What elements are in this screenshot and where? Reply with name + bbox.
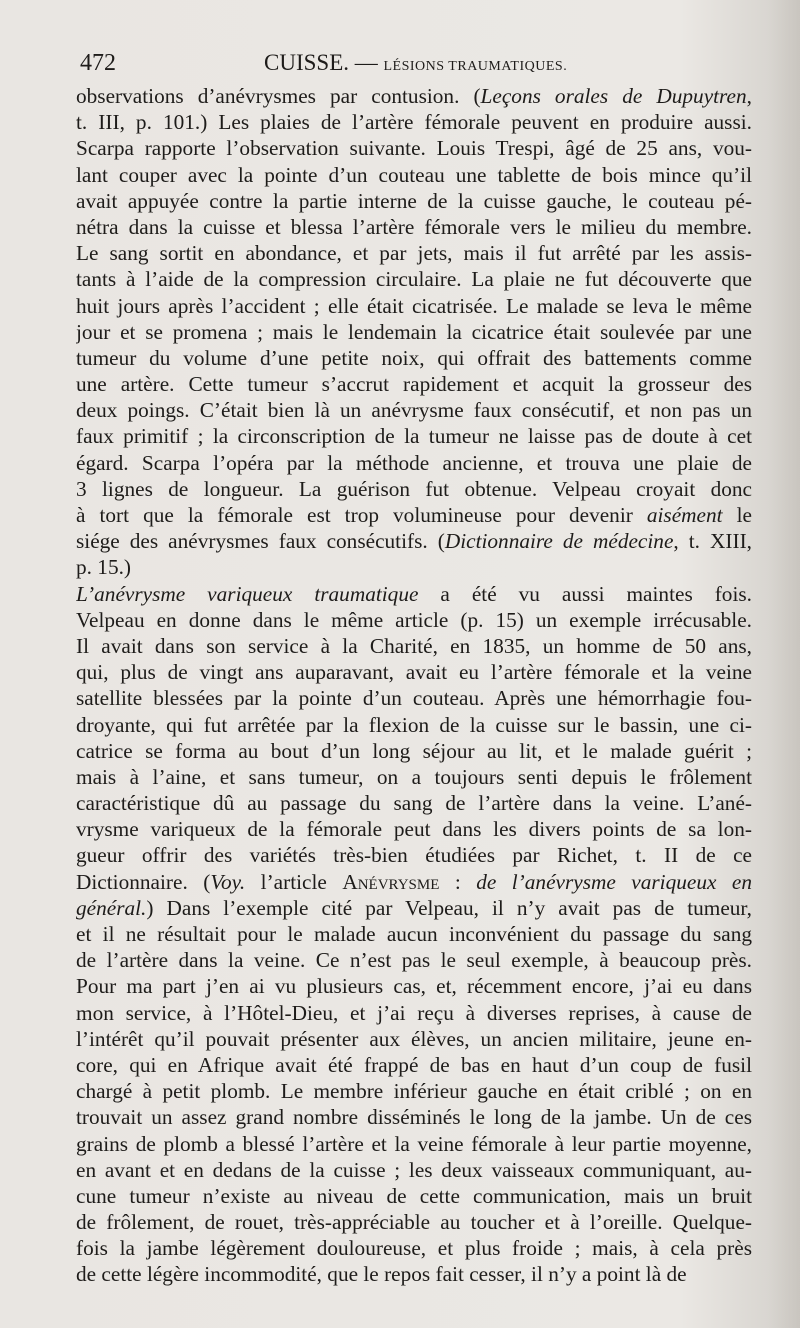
text-line: égard. Scarpa l’opéra par la méthode ancienne, et trouva une plaie de xyxy=(76,450,752,475)
text-line: mais à l’aine, et sans tumeur, on a toujours senti depuis le frôlement xyxy=(76,764,752,789)
page-number: 472 xyxy=(80,50,116,76)
text-line: avait appuyée contre la partie interne de la cuisse gauche, le couteau pé- xyxy=(76,188,752,213)
text-line: lant couper avec la pointe d’un couteau une tablette de bois mince qu’il xyxy=(76,162,752,187)
text-line: Pour ma part j’en ai vu plusieurs cas, et, récemment encore, j’ai eu dans xyxy=(76,974,752,999)
text-line: nétra dans la cuisse et blessa l’artère fémorale vers le milieu du membre. xyxy=(76,214,752,239)
running-title-main: CUISSE. xyxy=(264,50,349,75)
text-line: Le sang sortit en abondance, et par jets, mais il fut arrêté par les assis- xyxy=(76,241,752,266)
text-line: huit jours après l’accident ; elle était cicatrisée. Le malade se leva le même xyxy=(76,293,752,318)
body-text xyxy=(76,83,752,1288)
text-line: tants à l’aide de la compression circulaire. La plaie ne fut découverte que xyxy=(76,267,752,292)
text-line: vrysme variqueux de la fémorale peut dans les divers points de sa lon- xyxy=(76,817,752,842)
text-line: gueur offrir des variétés très-bien étudiées par Richet, t. II de ce xyxy=(76,843,752,868)
text-line: satellite blessées par la pointe d’un couteau. Après une hémorrhagie fou- xyxy=(76,686,752,711)
text-line: fois la jambe légèrement douloureuse, et plus froide ; mais, à cela près xyxy=(76,1236,752,1261)
text-line: Dictionnaire. (Voy. l’article Anévrysme : de l’anévrysme variqueux en xyxy=(76,869,752,894)
text-line: catrice se forma au bout d’un long séjour au lit, et le malade guérit ; xyxy=(76,738,752,763)
text-line: droyante, qui fut arrêtée par la flexion de la cuisse sur le bassin, une ci- xyxy=(76,712,752,737)
text-line: à tort que la fémorale est trop volumineuse pour devenir aisément le xyxy=(76,503,752,527)
text-line: caractéristique dû au passage du sang de l’artère dans la veine. L’ané- xyxy=(76,791,752,816)
text-line: Scarpa rapporte l’observation suivante. Louis Trespi, âgé de 25 ans, vou- xyxy=(76,136,752,161)
text-line: général.) Dans l’exemple cité par Velpeau, il n’y avait pas de tumeur, xyxy=(76,895,752,920)
text-line: cune tumeur n’existe au niveau de cette communication, mais un bruit xyxy=(76,1183,752,1208)
text-line: core, qui en Afrique avait été frappé de bas en haut d’un coup de fusil xyxy=(76,1052,752,1077)
text-line: et il ne résultait pour le malade aucun inconvénient du passage du sang xyxy=(76,922,752,946)
running-title-subtitle: LÉSIONS TRAUMATIQUES. xyxy=(383,59,568,74)
running-title-dash: — xyxy=(349,50,384,75)
text-line: deux poings. C’était bien là un anévrysme faux consécutif, et non pas un xyxy=(76,398,752,423)
text-line: Il avait dans son service à la Charité, en 1835, un homme de 50 ans, xyxy=(76,633,752,658)
text-line: tumeur du volume d’une petite noix, qui offrait des battements comme xyxy=(76,345,752,370)
text-line: siége des anévrysmes faux consécutifs. (Dictionnaire de médecine, t. XIII, xyxy=(76,529,752,554)
text-line: en avant et en dedans de la cuisse ; les deux vaisseaux communiquant, au- xyxy=(76,1157,752,1182)
text-line: de l’artère dans la veine. Ce n’est pas le seul exemple, à beaucoup près. xyxy=(76,948,752,973)
text-line: t. III, p. 101.) Les plaies de l’artère fémorale peuvent en produire aussi. xyxy=(76,110,752,135)
text-line: qui, plus de vingt ans auparavant, avait eu l’artère fémorale et la veine xyxy=(76,660,752,685)
text-line: p. 15.) xyxy=(76,555,132,580)
text-line: grains de plomb a blessé l’artère et la veine fémorale à leur partie moyenne, xyxy=(76,1131,752,1156)
text-line: observations d’anévrysmes par contusion. (Leçons orales de Dupuytren, xyxy=(76,84,752,108)
text-line: mon service, à l’Hôtel-Dieu, et j’ai reçu à diverses reprises, à cause de xyxy=(76,1000,752,1025)
text-line: trouvait un assez grand nombre disséminés le long de la jambe. Un de ces xyxy=(76,1105,752,1130)
text-line: faux primitif ; la circonscription de la tumeur ne laisse pas de doute à cet xyxy=(76,424,752,449)
text-line: L’anévrysme variqueux traumatique a été vu aussi maintes fois. xyxy=(76,581,752,606)
page-header xyxy=(80,46,752,86)
text-line: Velpeau en donne dans le même article (p. 15) un exemple irrécusable. xyxy=(76,607,752,632)
running-title xyxy=(264,50,567,76)
text-line: de frôlement, de rouet, très-appréciable au toucher et à l’oreille. Quelque- xyxy=(76,1210,752,1235)
text-line: de cette légère incommodité, que le repos fait cesser, il n’y a point là de xyxy=(76,1262,687,1287)
text-line: l’intérêt qu’il pouvait présenter aux élèves, un ancien militaire, jeune en- xyxy=(76,1026,752,1051)
text-line: jour et se promena ; mais le lendemain la cicatrice était soulevée par une xyxy=(76,319,752,344)
text-line: chargé à petit plomb. Le membre inférieur gauche en était criblé ; on en xyxy=(76,1079,752,1104)
text-line: une artère. Cette tumeur s’accrut rapidement et acquit la grosseur des xyxy=(76,372,752,397)
text-line: 3 lignes de longueur. La guérison fut obtenue. Velpeau croyait donc xyxy=(76,476,752,501)
